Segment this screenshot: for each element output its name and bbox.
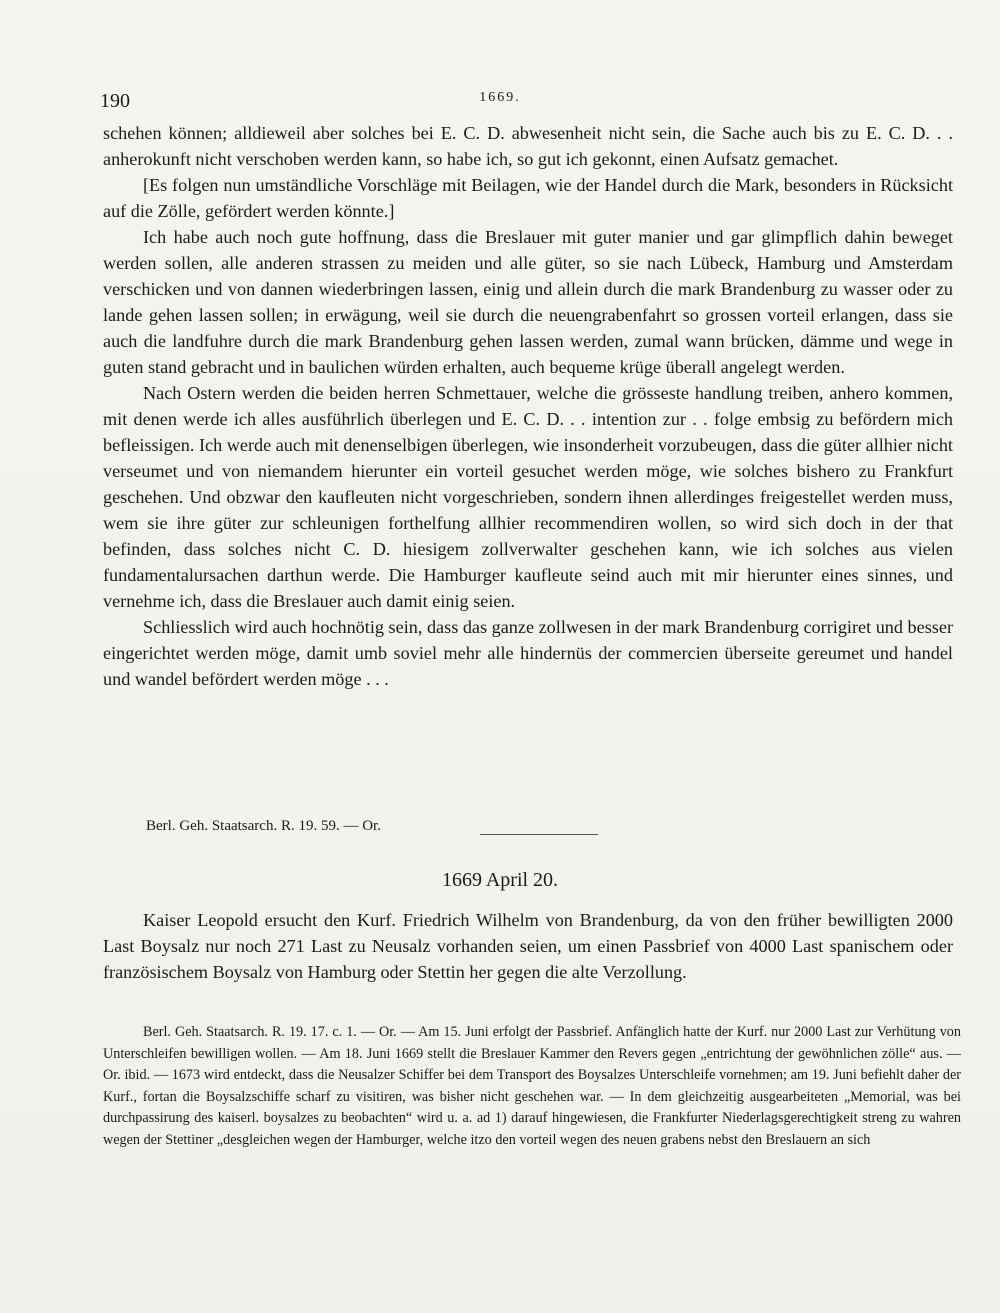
letter-paragraph: schehen können; alldieweil aber solches bei E. C. D. abwesenheit nicht sein, die Sache auch bis zu E. C. D. . . anherokunft nicht verschoben werden kann, so habe ich, so gut ich gekonnt, einen Aufsatz gemachet. [103, 123, 953, 169]
source-note: Berl. Geh. Staatsarch. R. 19. 59. — Or. [146, 818, 381, 834]
letter-text [103, 120, 953, 692]
footnote-text: Berl. Geh. Staatsarch. R. 19. 17. c. 1. — Or. — Am 15. Juni erfolgt der Passbrief. Anfänglich hatte der Kurf. nur 2000 Last zur Verhütung von Unterschleifen bewilligen wollen. — Am 18. Juni 1669 stellt die Breslauer Kammer den Revers gegen „entrichtung der gewöhnlichen zölle“ aus. — Or. ibid. — 1673 wird entdeckt, dass die Neusalzer Schiffer bei dem Transport des Boysalzes Unterschleife vornehmen; am 19. Juni befiehlt daher der Kurf., fortan die Boysalzschiffe scharf zu visitiren, was bisher nicht geschehen war. — In dem gleichzeitig ausgearbeiteten „Memorial, was bei durchpassirung des kaiserl. boysalzes zu beobachten“ wird u. a. ad 1) darauf hingewiesen, die Frankfurter Niederlagsgerechtigkeit streng zu wahren wegen der Stettiner „desgleichen wegen der Hamburger, welche itzo den vorteil wegen des neuen grabens nebst den Breslauern an sich [103, 1024, 961, 1148]
letter-paragraph: Schliesslich wird auch hochnötig sein, dass das ganze zollwesen in der mark Brandenburg corrigiret und besser eingerichtet werden möge, damit umb soviel mehr alle hindernüs der commercien überseite gereumet und handel und wandel befördert werden möge . . . [103, 617, 953, 689]
page-number: 190 [100, 90, 130, 112]
running-head-year: 1669. [479, 90, 521, 105]
letter-paragraph: Ich habe auch noch gute hoffnung, dass die Breslauer mit guter manier und gar glimpflich dahin beweget werden sollen, alle anderen strassen zu meiden und alle güter, so sie nach Lübeck, Hamburg und Amsterdam verschicken und von dannen wiederbringen lassen, einig und allein durch die mark Brandenburg zu wasser oder zu lande gehen lassen sollen; in erwägung, weil sie durch die neuengrabenfahrt so grossen vorteil erlangen, dass sie auch die landfuhre durch die mark Brandenburg gehen lassen werden, zumal wann brücken, dämme und wege in guten stand gebracht und in baulichen würden erhalten, auch bequeme krüge überall angelegt werden. [103, 227, 953, 377]
footnote [103, 1022, 961, 1152]
regest-paragraph: Kaiser Leopold ersucht den Kurf. Friedrich Wilhelm von Brandenburg, da von den früher bewilligten 2000 Last Boysalz nur noch 271 Last zu Neusalz vorhanden seien, um einen Passbrief von 4000 Last spanischem oder französischem Boysalz von Hamburg oder Stettin her gegen die alte Verzollung. [103, 910, 953, 982]
entry-date-heading: 1669 April 20. [441, 869, 559, 891]
regest-text [103, 907, 953, 985]
section-divider [480, 834, 598, 835]
editorial-paragraph: [Es folgen nun umständliche Vorschläge mit Beilagen, wie der Handel durch die Mark, besonders in Rücksicht auf die Zölle, gefördert werden könnte.] [103, 175, 953, 221]
letter-paragraph: Nach Ostern werden die beiden herren Schmettauer, welche die grösseste handlung treiben, anhero kommen, mit denen werde ich alles ausführlich überlegen und E. C. D. . . intention zur . . folge embsig zu befördern mich befleissigen. Ich werde auch mit denenselbigen überlegen, wie insonderheit vorzubeugen, dass die güter allhier nicht verseumet und von niemandem hierunter ein vorteil gesuchet werden möge, wie solches bishero zu Frankfurt geschehen. Und obzwar den kaufleuten nicht vorgeschrieben, sondern ihnen allerdinges freigestellet werden muss, wem sie ihre güter zur schleunigen forthelfung allhier recommendiren wollen, so wird sich doch in der that befinden, dass solches nicht C. D. hiesigem zollverwalter geschehen kann, wie ich solches aus vielen fundamentalursachen darthun werde. Die Hamburger kaufleute seind auch mit mir hierunter eines sinnes, und vernehme ich, dass die Breslauer auch damit einig seien. [103, 383, 953, 611]
